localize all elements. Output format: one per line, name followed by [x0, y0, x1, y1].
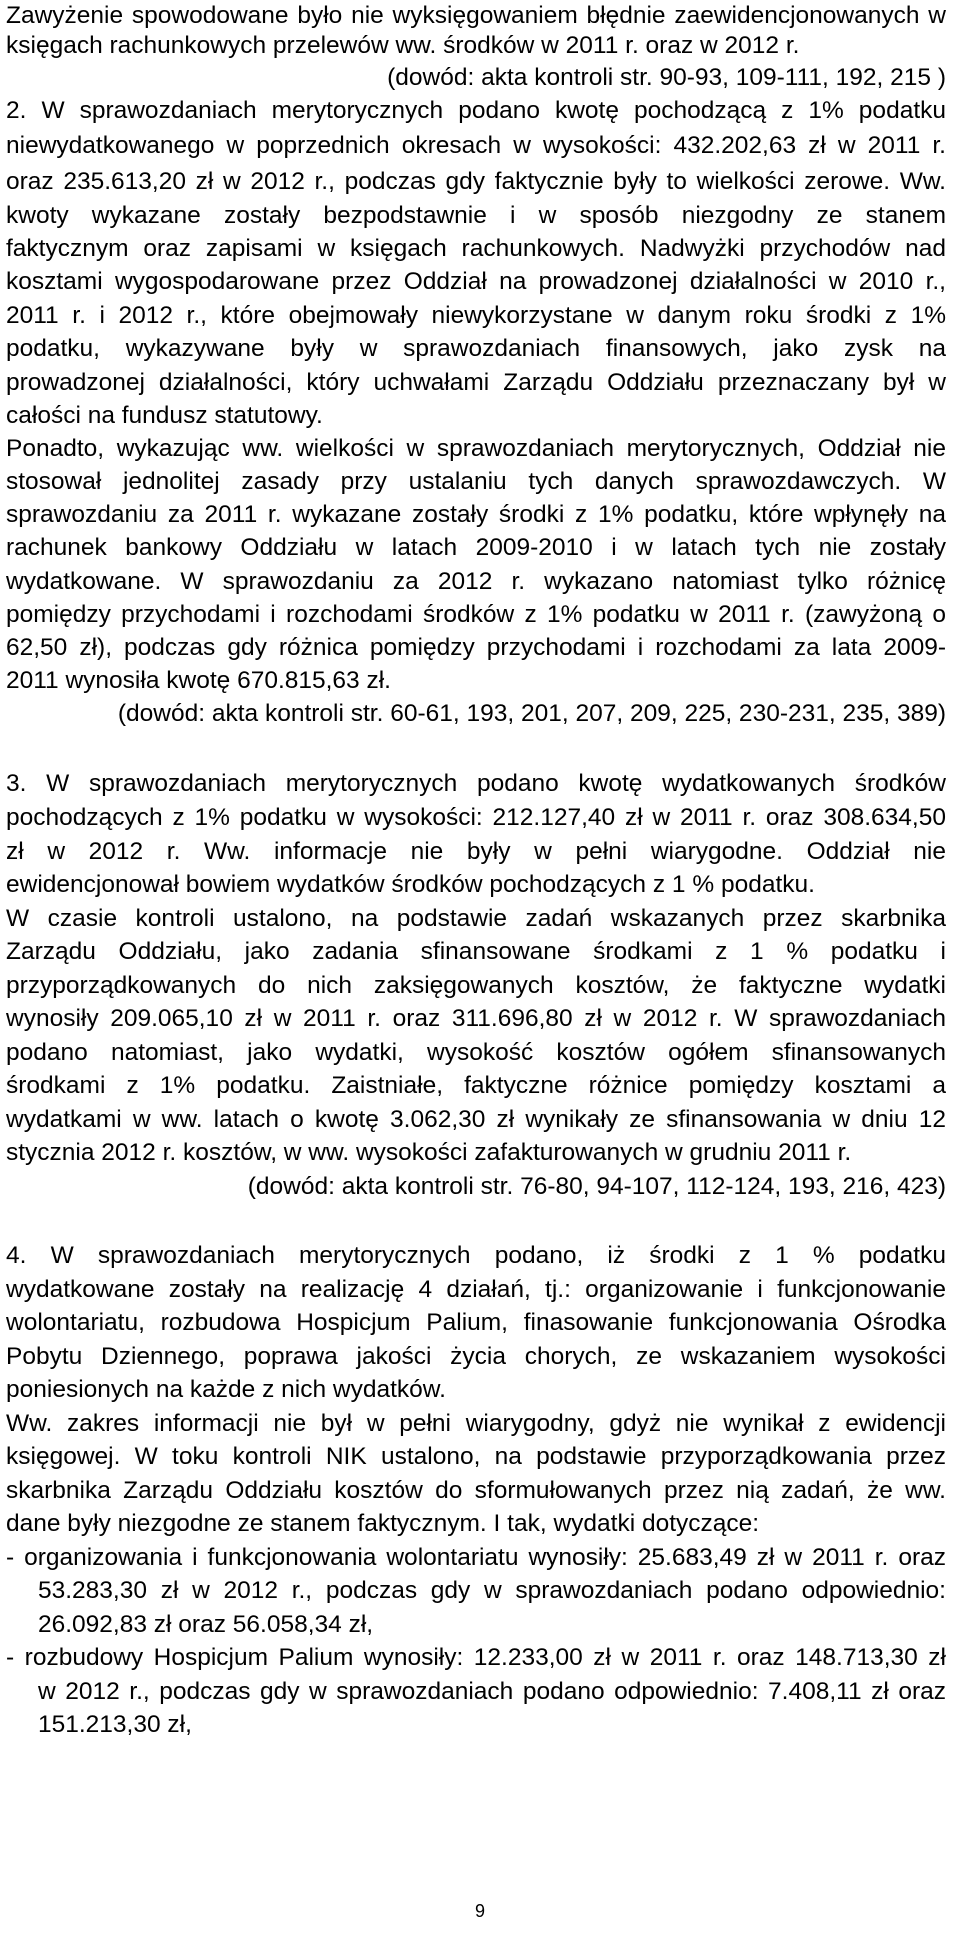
text-line: skarbnika Zarządu Oddziału kosztów do sformułowanych przez nią zadań, że ww. [6, 1477, 946, 1504]
text-line: stosował jednolitej zasady przy ustalaniu tych danych sprawozdawczych. W [6, 468, 946, 495]
text-line: faktycznym oraz zapisami w księgach rachunkowych. Nadwyżki przychodów nad [6, 235, 946, 262]
page-number: 9 [474, 1901, 485, 1921]
evidence-citation: (dowód: akta kontroli str. 60-61, 193, 201, 207, 209, 225, 230-231, 235, 389) [117, 700, 946, 727]
text-line: pomiędzy przychodami i rozchodami środków z 1% podatku w 2011 r. (zawyżoną o [6, 601, 946, 628]
text-line: W czasie kontroli ustalono, na podstawie zadań wskazanych przez skarbnika [6, 905, 946, 932]
text-line: dane były niezgodne ze stanem faktycznym. I tak, wydatki dotyczące: [6, 1510, 760, 1537]
text-line: wynosiły 209.065,10 zł w 2011 r. oraz 311.696,80 zł w 2012 r. W sprawozdaniach [6, 1005, 946, 1032]
text-line: zł w 2012 r. Ww. informacje nie były w pełni wiarygodne. Oddział nie [6, 838, 946, 865]
text-line: Ww. zakres informacji nie był w pełni wiarygodny, gdyż nie wynikał z ewidencji [6, 1410, 946, 1437]
text-line: sprawozdaniu za 2011 r. wykazane zostały środki z 1% podatku, które wpłynęły na [6, 501, 946, 528]
text-line: kosztami wygospodarowane przez Oddział na prowadzonej działalności w 2010 r., [6, 268, 946, 295]
text-line: 3. W sprawozdaniach merytorycznych podano kwotę wydatkowanych środków [6, 770, 946, 797]
text-line [6, 1208, 946, 1240]
text-line: rachunek bankowy Oddziału w latach 2009-2010 i w latach tych nie zostały [6, 534, 946, 561]
text-line: wydatkowane zostały na realizację 4 działań, tj.: organizowanie i funkcjonowanie [6, 1276, 946, 1303]
text-line: środkami z 1% podatku. Zaistniałe, faktyczne różnice pomiędzy kosztami a [6, 1072, 946, 1099]
text-line: 4. W sprawozdaniach merytorycznych podano, iż środki z 1 % podatku [6, 1242, 946, 1269]
text-line: pochodzących z 1% podatku w wysokości: 212.127,40 zł w 2011 r. oraz 308.634,50 [6, 804, 946, 831]
text-line: wydatkami w ww. latach o kwotę 3.062,30 zł wynikały ze sfinansowania w dniu 12 [6, 1106, 946, 1133]
text-line: kwoty wykazane zostały bezpodstawnie i w sposób niezgodny ze stanem [6, 202, 946, 229]
text-line: 2011 r. i 2012 r., które obejmowały niewykorzystane w danym roku środki z 1% [6, 302, 946, 329]
text-line: wydatkowane. W sprawozdaniu za 2012 r. wykazano natomiast tylko różnicę [6, 568, 946, 595]
text-line: prowadzonej działalności, który uchwałami Zarządu Oddziału przeznaczany był w [6, 369, 946, 396]
text-line: Pobytu Dziennego, poprawa jakości życia chorych, ze wskazaniem wysokości [6, 1343, 946, 1370]
text-line: 26.092,83 zł oraz 56.058,34 zł, [38, 1611, 374, 1638]
text-line: 151.213,30 zł, [38, 1711, 192, 1738]
text-line: - rozbudowy Hospicjum Palium wynosiły: 12.233,00 zł w 2011 r. oraz 148.713,30 zł [6, 1644, 946, 1671]
text-line: poniesionych na każde z nich wydatków. [6, 1376, 446, 1403]
text-line: - organizowania i funkcjonowania wolontariatu wynosiły: 25.683,49 zł w 2011 r. oraz [6, 1544, 946, 1571]
text-line: księgach rachunkowych przelewów ww. środków w 2011 r. oraz w 2012 r. [6, 32, 800, 59]
text-line: 53.283,30 zł w 2012 r., podczas gdy w sprawozdaniach podano odpowiednio: [38, 1577, 946, 1604]
text-line: Zarządu Oddziału, jako zadania sfinansowane środkami z 1 % podatku i [6, 938, 946, 965]
text-line: 2011 wynosiła kwotę 670.815,63 zł. [6, 667, 391, 694]
text-line: Zawyżenie spowodowane było nie wyksięgowaniem błędnie zaewidencjonowanych w [6, 2, 946, 29]
text-line: całości na fundusz statutowy. [6, 402, 323, 429]
text-line: 62,50 zł), podczas gdy różnica pomiędzy przychodami i rozchodami za lata 2009- [6, 634, 946, 661]
text-line: oraz 235.613,20 zł w 2012 r., podczas gdy faktycznie były to wielkości zerowe. Ww. [6, 168, 946, 195]
text-line: księgowej. W toku kontroli NIK ustalono, na podstawie przyporządkowania przez [6, 1443, 946, 1470]
text-line [6, 735, 946, 767]
text-line: 2. W sprawozdaniach merytorycznych podano kwotę pochodzącą z 1% podatku [6, 97, 946, 124]
text-line: w 2012 r., podczas gdy w sprawozdaniach podano odpowiednio: 7.408,11 zł oraz [38, 1678, 946, 1705]
text-line: podano natomiast, jako wydatki, wysokość kosztów ogółem sfinansowanych [6, 1039, 946, 1066]
text-line: podatku, wykazywane były w sprawozdaniach finansowych, jako zysk na [6, 335, 946, 362]
text-line: stycznia 2012 r. kosztów, w ww. wysokości zafakturowanych w grudniu 2011 r. [6, 1139, 852, 1166]
text-line: Ponadto, wykazując ww. wielkości w sprawozdaniach merytorycznych, Oddział nie [6, 435, 946, 462]
evidence-citation: (dowód: akta kontroli str. 76-80, 94-107, 112-124, 193, 216, 423) [247, 1173, 946, 1200]
text-line: wolontariatu, rozbudowa Hospicjum Palium, finasowanie funkcjonowania Ośrodka [6, 1309, 946, 1336]
text-line: przyporządkowanych do nich zaksięgowanych kosztów, że faktyczne wydatki [6, 972, 946, 999]
evidence-citation: (dowód: akta kontroli str. 90-93, 109-111, 192, 215 ) [387, 64, 946, 91]
text-line: niewydatkowanego w poprzednich okresach w wysokości: 432.202,63 zł w 2011 r. [6, 132, 946, 159]
text-line: ewidencjonował bowiem wydatków środków pochodzących z 1 % podatku. [6, 871, 815, 898]
